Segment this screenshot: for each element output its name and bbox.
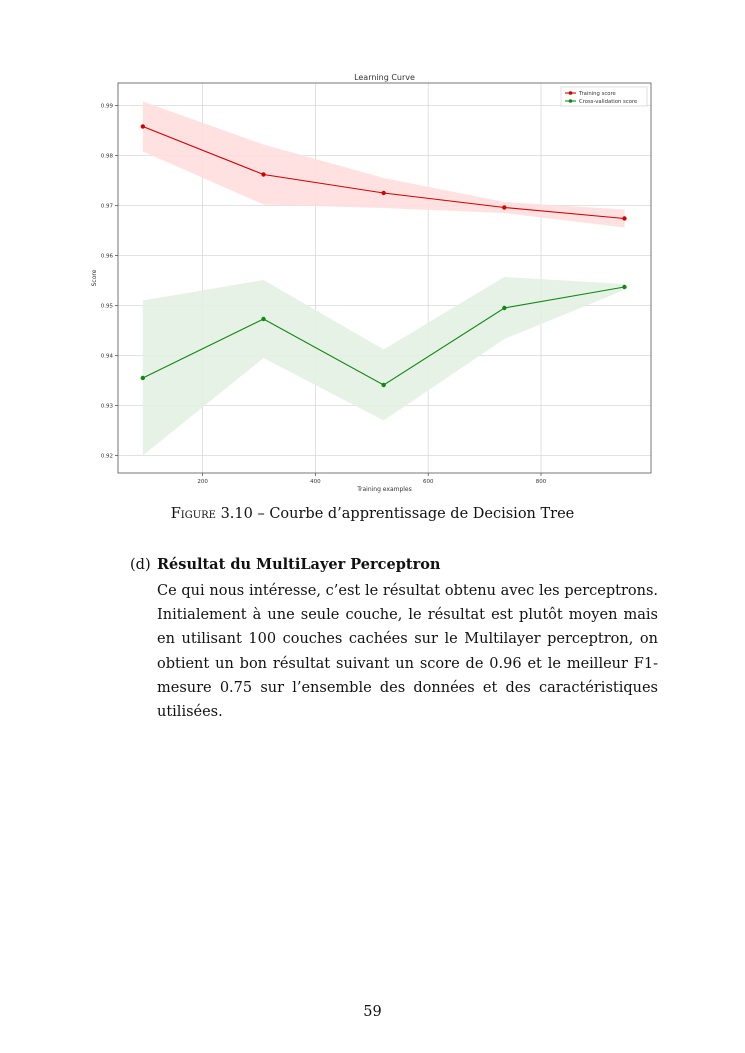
section-title: Résultat du MultiLayer Perceptron bbox=[157, 556, 441, 573]
legend-label: Cross-validation score bbox=[579, 99, 638, 105]
y-tick-label: 0.92 bbox=[100, 453, 113, 460]
x-tick-label: 400 bbox=[310, 479, 321, 485]
figure-label: Figure 3.10 – bbox=[170, 506, 270, 522]
section-heading bbox=[130, 556, 658, 573]
y-tick-label: 0.96 bbox=[100, 253, 113, 260]
cross-validation-scorepoint bbox=[622, 285, 626, 289]
cross-validation-scorepoint bbox=[141, 376, 145, 380]
legend-marker bbox=[569, 91, 573, 95]
y-tick-label: 0.94 bbox=[100, 353, 113, 360]
legend-label: Training score bbox=[579, 91, 616, 97]
cross-validation-scorepoint bbox=[261, 317, 265, 321]
x-axis-label: Training examples bbox=[357, 486, 412, 493]
cross-validation-scorepoint bbox=[381, 383, 385, 387]
training-scorepoint bbox=[502, 205, 506, 209]
y-tick-label: 0.93 bbox=[100, 403, 113, 410]
figure-caption-text: Courbe d’apprentissage de Decision Tree bbox=[269, 506, 575, 522]
training-scorepoint bbox=[141, 124, 145, 128]
training-scorepoint bbox=[261, 172, 265, 176]
section-paragraph: Ce qui nous intéresse, c’est le résultat obtenu avec les perceptrons. Initialement à une seule couche, le résultat est plutôt moyen mais en utilisant 100 couches cachées sur le Multilayer perceptron, on obtient un bon résultat suivant un score de 0.96 et le meilleur F1-mesure 0.75 sur l’ensemble des données et des caractéristiques utilisées. bbox=[157, 583, 658, 721]
chart-bands bbox=[143, 102, 625, 456]
training-scorepoint bbox=[622, 216, 626, 220]
section-label: (d) bbox=[130, 557, 151, 573]
y-tick-label: 0.95 bbox=[100, 303, 113, 310]
y-tick-label: 0.99 bbox=[100, 103, 113, 110]
section-mlp bbox=[130, 556, 658, 724]
x-tick-label: 800 bbox=[535, 479, 547, 485]
legend-marker bbox=[569, 99, 573, 103]
page-number: 59 bbox=[363, 1004, 382, 1020]
x-tick-label: 200 bbox=[197, 479, 208, 485]
cross-validation-scorepoint bbox=[502, 306, 506, 310]
figure-caption bbox=[0, 506, 745, 522]
y-axis-label: Score bbox=[91, 269, 98, 287]
x-tick-label: 600 bbox=[422, 479, 434, 485]
training-scoreband bbox=[143, 102, 625, 228]
learning-curve-chart bbox=[88, 68, 658, 498]
y-tick-label: 0.97 bbox=[100, 203, 113, 210]
chart-title: Learning Curve bbox=[354, 73, 415, 82]
cross-validation-scoreband bbox=[143, 277, 625, 456]
training-scorepoint bbox=[381, 191, 385, 195]
y-tick-label: 0.98 bbox=[100, 153, 113, 160]
chart-legend bbox=[561, 87, 647, 106]
